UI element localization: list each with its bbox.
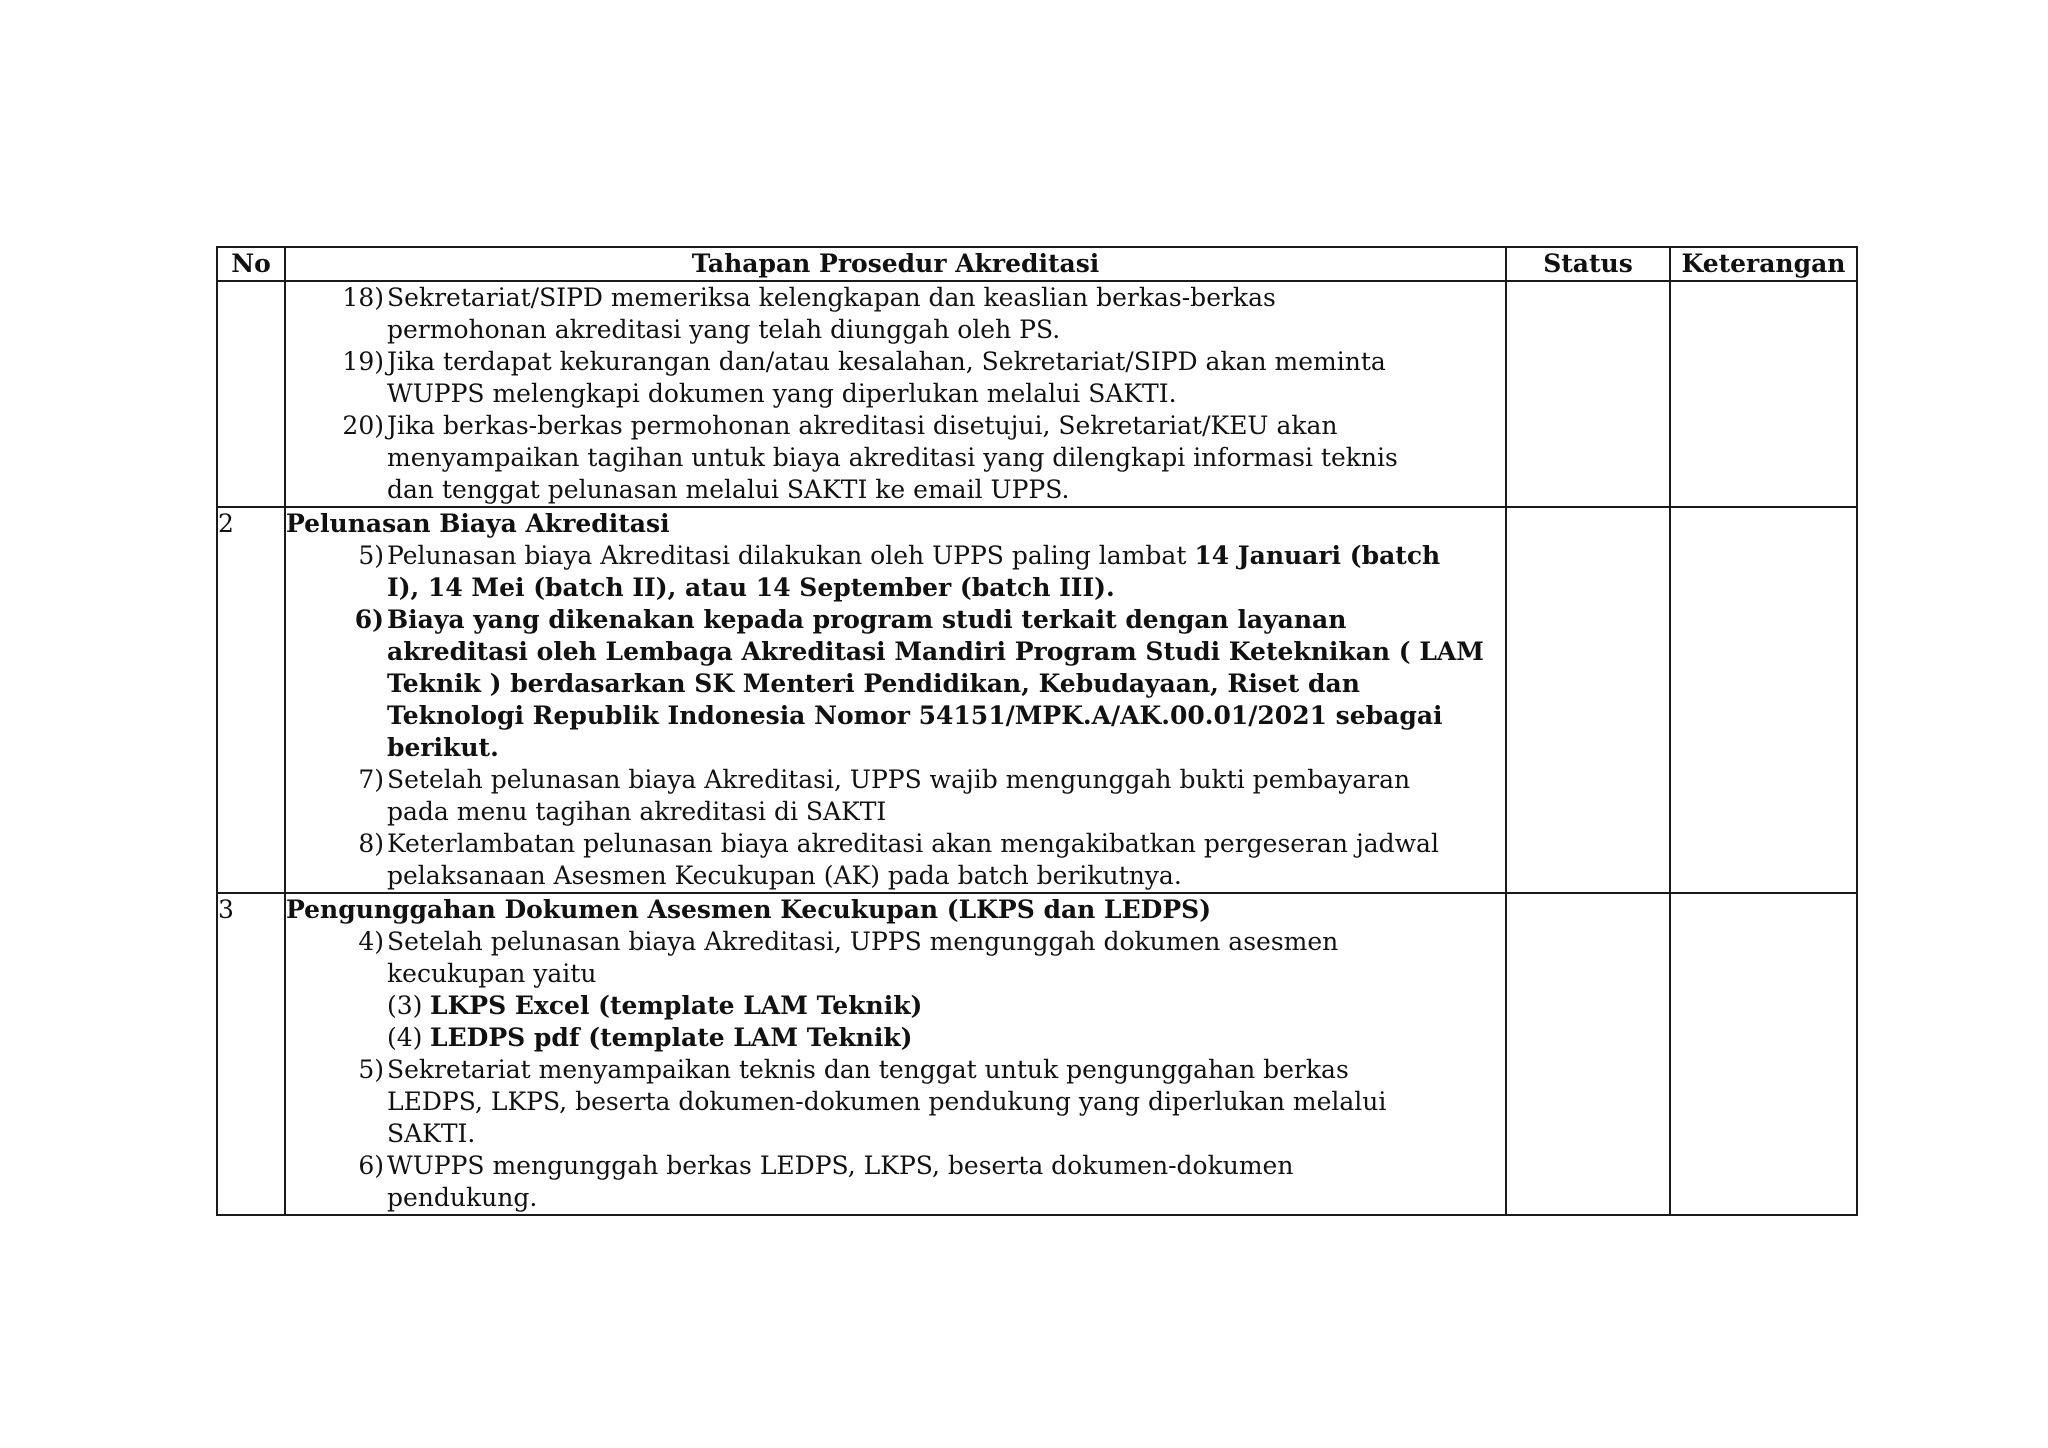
- item-line: pada menu tagihan akreditasi di SAKTI: [387, 797, 887, 826]
- keterangan-cell: [1670, 893, 1857, 1215]
- step-cell: [285, 281, 1506, 507]
- item-line: permohonan akreditasi yang telah diunggah oleh PS.: [387, 315, 1061, 344]
- list-item: [286, 1054, 1505, 1150]
- item-number: 6): [358, 1151, 384, 1180]
- item-number: 5): [358, 1055, 384, 1084]
- item-number: 18): [342, 283, 384, 312]
- status-cell: [1506, 281, 1670, 507]
- list-item: [286, 540, 1505, 604]
- row-number: [217, 281, 285, 507]
- item-line: Sekretariat/SIPD memeriksa kelengkapan dan keaslian berkas-berkas: [387, 283, 1276, 312]
- item-text: [387, 764, 1505, 828]
- item-line: dan tenggat pelunasan melalui SAKTI ke email UPPS.: [387, 475, 1070, 504]
- item-line: Biaya yang dikenakan kepada program studi terkait dengan layanan: [387, 605, 1347, 634]
- item-number: 19): [342, 347, 384, 376]
- item-line: kecukupan yaitu: [387, 959, 597, 988]
- row-number: 2: [217, 507, 285, 893]
- table-row: [217, 893, 1857, 1215]
- list-item: [286, 346, 1505, 410]
- item-line: Jika terdapat kekurangan dan/atau kesalahan, Sekretariat/SIPD akan meminta: [387, 347, 1386, 376]
- item-number: 6): [354, 605, 384, 634]
- header-status: Status: [1506, 247, 1670, 281]
- item-line: Setelah pelunasan biaya Akreditasi, UPPS mengunggah dokumen asesmen: [387, 927, 1339, 956]
- section-title: Pelunasan Biaya Akreditasi: [286, 509, 670, 538]
- item-number: 8): [358, 829, 384, 858]
- list-item: [286, 604, 1505, 764]
- status-cell: [1506, 893, 1670, 1215]
- list-item: [286, 926, 1505, 990]
- item-text: [387, 410, 1505, 506]
- sub-item-text: LKPS Excel (template LAM Teknik): [430, 991, 923, 1020]
- deadline-text: 14 Januari (batch: [1194, 541, 1441, 570]
- item-line: SAKTI.: [387, 1119, 476, 1148]
- sub-item-number: (3): [387, 991, 423, 1020]
- item-text: [387, 1150, 1505, 1214]
- item-line: menyampaikan tagihan untuk biaya akreditasi yang dilengkapi informasi teknis: [387, 443, 1398, 472]
- item-text: [387, 540, 1505, 604]
- item-line: LEDPS, LKPS, beserta dokumen-dokumen pendukung yang diperlukan melalui: [387, 1087, 1387, 1116]
- header-keterangan: Keterangan: [1670, 247, 1857, 281]
- item-number: 20): [342, 411, 384, 440]
- item-line: Teknologi Republik Indonesia Nomor 54151/MPK.A/AK.00.01/2021 sebagai: [387, 701, 1443, 730]
- sub-list-item: [286, 1022, 1505, 1054]
- list-item: [286, 410, 1505, 506]
- item-line: akreditasi oleh Lembaga Akreditasi Mandiri Program Studi Keteknikan ( LAM: [387, 637, 1484, 666]
- item-line: Jika berkas-berkas permohonan akreditasi disetujui, Sekretariat/KEU akan: [387, 411, 1338, 440]
- list-item: [286, 828, 1505, 892]
- item-line: Keterlambatan pelunasan biaya akreditasi akan mengakibatkan pergeseran jadwal: [387, 829, 1439, 858]
- item-text: [387, 1054, 1505, 1150]
- item-number: 5): [358, 541, 384, 570]
- keterangan-cell: [1670, 281, 1857, 507]
- item-line: Teknik ) berdasarkan SK Menteri Pendidikan, Kebudayaan, Riset dan: [387, 669, 1360, 698]
- status-cell: [1506, 507, 1670, 893]
- sub-list-item: [286, 990, 1505, 1022]
- sub-item-number: (4): [387, 1023, 423, 1052]
- list-item: [286, 282, 1505, 346]
- item-number: 4): [358, 927, 384, 956]
- step-cell: [285, 507, 1506, 893]
- item-line: Sekretariat menyampaikan teknis dan tenggat untuk pengunggahan berkas: [387, 1055, 1349, 1084]
- keterangan-cell: [1670, 507, 1857, 893]
- list-item: [286, 764, 1505, 828]
- item-text: [387, 282, 1505, 346]
- item-number: 7): [358, 765, 384, 794]
- item-line: WUPPS melengkapi dokumen yang diperlukan melalui SAKTI.: [387, 379, 1177, 408]
- item-text: [387, 828, 1505, 892]
- header-no: No: [217, 247, 285, 281]
- item-line: WUPPS mengunggah berkas LEDPS, LKPS, beserta dokumen-dokumen: [387, 1151, 1294, 1180]
- list-item: [286, 1150, 1505, 1214]
- item-line: berikut.: [387, 733, 499, 762]
- item-line: Setelah pelunasan biaya Akreditasi, UPPS wajib mengunggah bukti pembayaran: [387, 765, 1411, 794]
- procedure-table: [216, 246, 1858, 1216]
- section-title: Pengunggahan Dokumen Asesmen Kecukupan (LKPS dan LEDPS): [286, 895, 1212, 924]
- item-text: [387, 604, 1505, 764]
- row-number: 3: [217, 893, 285, 1215]
- item-line: pendukung.: [387, 1183, 538, 1212]
- step-cell: [285, 893, 1506, 1215]
- header-step: Tahapan Prosedur Akreditasi: [285, 247, 1506, 281]
- deadline-text: I), 14 Mei (batch II), atau 14 September (batch III).: [387, 573, 1115, 602]
- table-row: [217, 281, 1857, 507]
- table-row: [217, 507, 1857, 893]
- item-text: [387, 346, 1505, 410]
- table-header-row: [217, 247, 1857, 281]
- item-line: pelaksanaan Asesmen Kecukupan (AK) pada batch berikutnya.: [387, 861, 1182, 890]
- item-line: Pelunasan biaya Akreditasi dilakukan oleh UPPS paling lambat: [387, 541, 1195, 570]
- sub-item-text: LEDPS pdf (template LAM Teknik): [430, 1023, 913, 1052]
- item-text: [387, 926, 1505, 990]
